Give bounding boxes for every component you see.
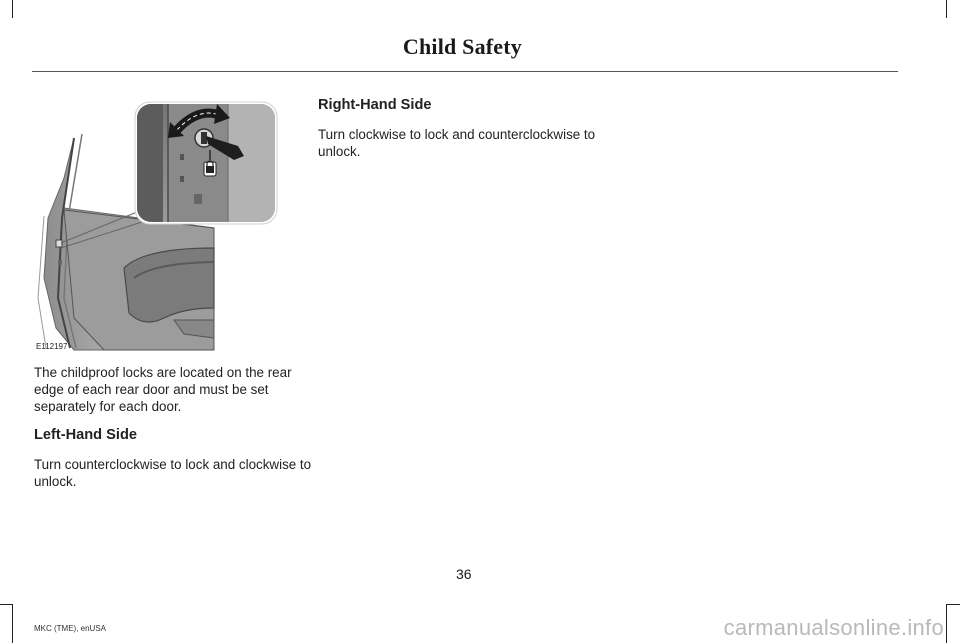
padlock-icon [206, 166, 214, 173]
left-hand-side-text: Turn counterclockwise to lock and clockwise to unlock. [34, 457, 312, 489]
figure-label: E112197 [36, 342, 68, 351]
right-hand-side-heading: Right-Hand Side [318, 97, 432, 113]
intro-paragraph: The childproof locks are located on the rear edge of each rear door and must be set separately for each door. [34, 365, 292, 414]
crop-mark-top-left-v [12, 0, 13, 18]
left-column [34, 364, 314, 490]
child-lock-illustration [34, 98, 314, 354]
document-id: MKC (TME), enUSA [34, 624, 107, 633]
crop-mark-bottom-right-v [946, 604, 947, 643]
page-number: 36 [456, 566, 472, 582]
crop-mark-top-right-v [946, 0, 947, 18]
watermark: carmanualsonline.info [723, 615, 944, 640]
header-rule [32, 71, 898, 72]
right-column [318, 97, 608, 160]
left-hand-side-heading: Left-Hand Side [34, 427, 137, 443]
crop-mark-bottom-left-v [12, 604, 13, 643]
crop-mark-bottom-right-h [946, 604, 960, 605]
right-hand-side-text: Turn clockwise to lock and counterclockwise to unlock. [318, 127, 596, 159]
page-title: Child Safety [402, 34, 522, 59]
